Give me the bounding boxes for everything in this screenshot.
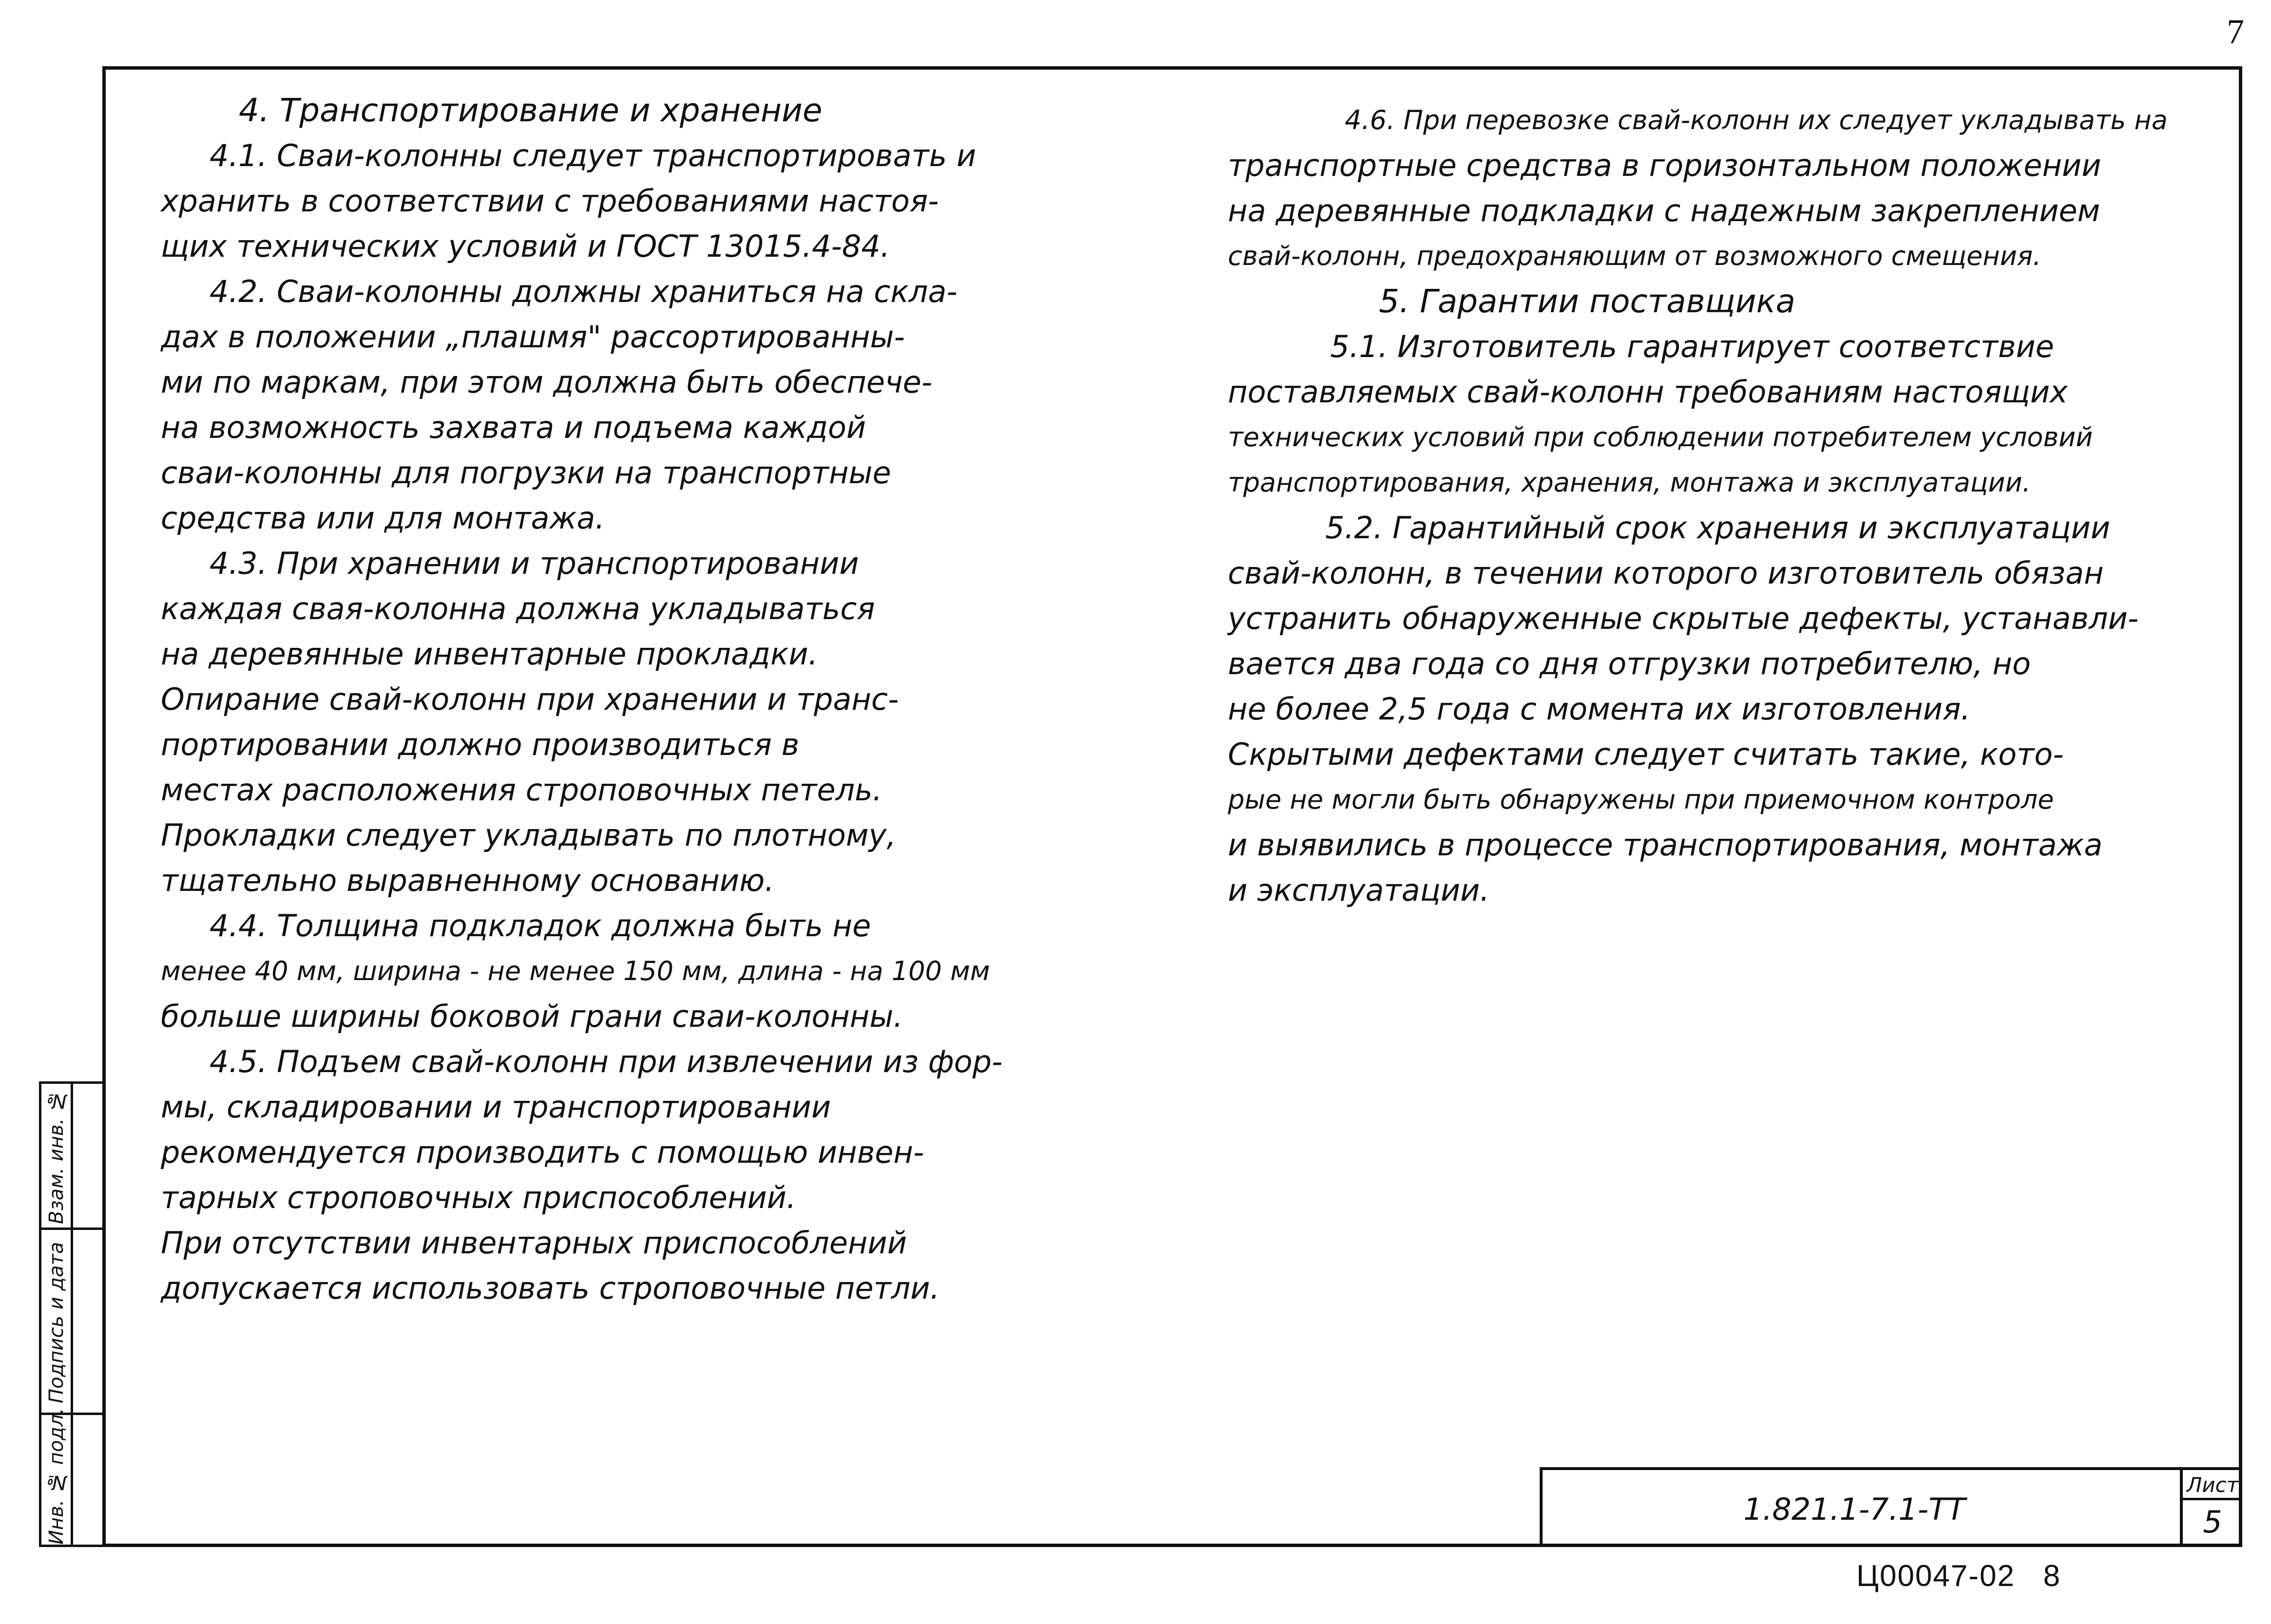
text-line: Прокладки следует укладывать по плотному, xyxy=(161,817,897,853)
text-line: 4.1. Сваи-колонны следует транспортировать и xyxy=(210,138,976,173)
text-line: тарных строповочных приспособлений. xyxy=(161,1180,796,1215)
text-line: допускается использовать строповочные петли. xyxy=(161,1270,940,1306)
text-line: поставляемых свай-колонн требованиям настоящих xyxy=(1228,374,2068,410)
text-line: Скрытыми дефектами следует считать такие, кото- xyxy=(1228,736,2064,772)
text-line: каждая свая-колонна должна укладываться xyxy=(161,591,875,626)
text-line: 5.1. Изготовитель гарантирует соответствие xyxy=(1330,329,2054,364)
text-line: свай-колонн, предохраняющим от возможного смещения. xyxy=(1228,241,2042,271)
text-line: 4.5. Подъем свай-колонн при извлечении из фор- xyxy=(210,1044,1003,1079)
text-line: вается два года со дня отгрузки потребителю, но xyxy=(1228,646,2031,681)
text-line: рые не могли быть обнаружены при приемочном контроле xyxy=(1228,784,2054,815)
text-line: свай-колонн, в течении которого изготовитель обязан xyxy=(1228,555,2104,591)
section-5-heading: 5. Гарантии поставщика xyxy=(1379,283,1795,320)
text-line: менее 40 мм, ширина - не менее 150 мм, длина - на 100 мм xyxy=(161,956,990,986)
sheet-label: Лист xyxy=(2183,1470,2242,1500)
text-line: мы, складировании и транспортировании xyxy=(161,1089,831,1125)
sheet-number: 5 xyxy=(2203,1504,2222,1540)
text-line: и эксплуатации. xyxy=(1228,872,1490,908)
side-stamp-cell-inv xyxy=(41,1408,103,1545)
page-number-top: 7 xyxy=(2227,12,2244,51)
right-text-column xyxy=(1228,97,2202,913)
sheet-box xyxy=(2180,1470,2242,1547)
text-line: сваи-колонны для погрузки на транспортные xyxy=(161,455,891,491)
text-line: 5.2. Гарантийный срок хранения и эксплуатации xyxy=(1325,510,2111,546)
side-stamp-vzam-inv: Взам. инв. № xyxy=(45,1090,68,1224)
text-line: 4.4. Толщина подкладок должна быть не xyxy=(210,908,871,944)
text-line: больше ширины боковой грани сваи-колонны. xyxy=(161,999,903,1034)
text-line: 4.6. При перевозке свай-колонн их следует укладывать на xyxy=(1345,105,2168,135)
text-line: 4.3. При хранении и транспортировании xyxy=(210,546,859,581)
text-line: средства или для монтажа. xyxy=(161,500,605,536)
text-line: щих технических условий и ГОСТ 13015.4-84. xyxy=(161,228,890,264)
text-line: ми по маркам, при этом должна быть обеспече- xyxy=(161,364,933,400)
text-line: дах в положении „плашмя" рассортированны- xyxy=(161,319,905,355)
text-line: транспортные средства в горизонтальном положении xyxy=(1228,148,2101,183)
bottom-archive-code: Ц00047-02 8 xyxy=(1856,1559,2061,1593)
title-block xyxy=(1540,1467,2242,1547)
text-line: Опирание свай-колонн при хранении и транс- xyxy=(161,681,899,717)
side-stamp-cell-podpis xyxy=(41,1230,103,1415)
left-text-column xyxy=(161,88,1135,1311)
text-line: на деревянные подкладки с надежным закреплением xyxy=(1228,193,2100,228)
text-line: портировании должно производиться в xyxy=(161,727,800,762)
side-stamp-podpis-data: Подпись и дата xyxy=(45,1242,68,1403)
text-line: и выявились в процессе транспортирования, монтажа xyxy=(1228,827,2103,863)
text-line: технических условий при соблюдении потребителем условий xyxy=(1228,422,2093,453)
text-line: местах расположения строповочных петель. xyxy=(161,772,882,808)
text-line: 4.2. Сваи-колонны должны храниться на скла- xyxy=(210,274,958,309)
document-code: 1.821.1-7.1-ТТ xyxy=(1743,1492,1966,1527)
text-line: рекомендуется производить с помощью инвен- xyxy=(161,1134,924,1170)
text-line: на возможность захвата и подъема каждой xyxy=(161,410,866,445)
section-4-heading: 4. Транспортирование и хранение xyxy=(239,92,822,129)
text-line: транспортирования, хранения, монтажа и эксплуатации. xyxy=(1228,467,2031,498)
text-line: тщательно выравненному основанию. xyxy=(161,863,775,898)
side-stamp-cell-vzam xyxy=(41,1084,103,1230)
text-line: хранить в соответствии с требованиями настоя- xyxy=(161,183,939,219)
side-stamp xyxy=(39,1081,105,1547)
side-stamp-inv-podl: Инв. № подл. xyxy=(45,1408,68,1545)
text-line: При отсутствии инвентарных приспособлений xyxy=(161,1225,907,1261)
text-line: устранить обнаруженные скрытые дефекты, устанавли- xyxy=(1228,601,2139,636)
text-line: не более 2,5 года с момента их изготовления. xyxy=(1228,691,1970,727)
text-line: на деревянные инвентарные прокладки. xyxy=(161,636,818,672)
